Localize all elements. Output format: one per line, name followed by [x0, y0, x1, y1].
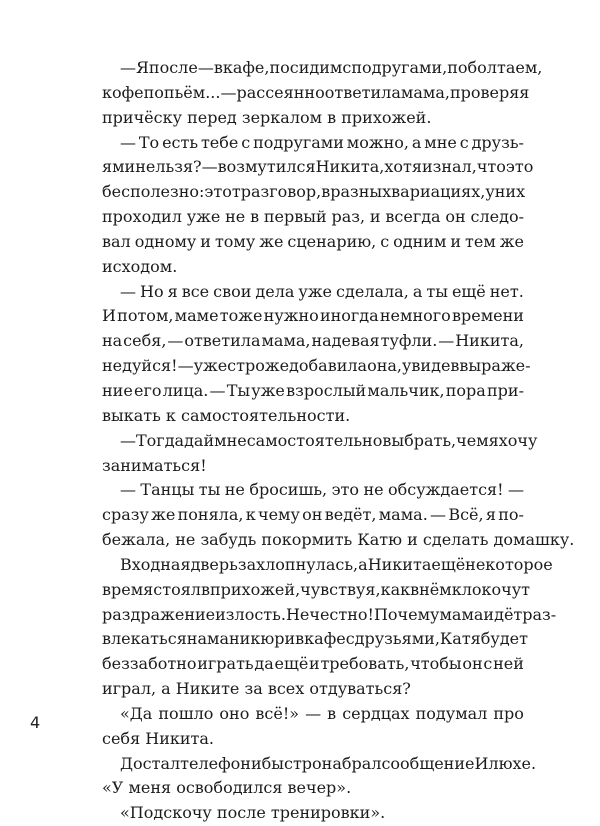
text-line: играл, а Никите за всех отдуваться? — [102, 679, 411, 699]
paragraph — [102, 702, 524, 752]
text-line: — Я после — в кафе, посидим с подругами, поболтаем, — [120, 58, 543, 77]
text-line: ями нельзя? — возмутился Никита, хотя и знал, что это — [102, 157, 534, 177]
paragraph — [102, 56, 543, 131]
text-line: проходил уже не в первый раз, и всегда он следо- — [102, 207, 524, 227]
text-line: кофе попьём... — рассеянно ответила мама, проверяя — [102, 82, 530, 102]
paragraph — [102, 478, 575, 553]
text-line: раздражение и злость. Нечестно! Почему мама идёт раз- — [102, 604, 557, 624]
text-line: бежала, не забудь покормить Катю и сделать домашку. — [102, 530, 575, 550]
text-line: Входная дверь захлопнулась, а Никита ещё некоторое — [120, 554, 553, 574]
page-text — [102, 56, 575, 826]
text-line: «У меня освободился вечер». — [102, 778, 352, 798]
text-line: Достал телефон и быстро набрал сообщение Илюхе. — [120, 753, 537, 773]
text-line: время стоял в прихожей, чувствуя, как в нём клокочут — [102, 579, 530, 599]
text-line: на себя, — ответила мама, надевая туфли. — Никита, — [102, 331, 524, 351]
paragraph — [102, 752, 537, 802]
paragraph — [102, 553, 557, 702]
text-line: бесполезно: этот разговор, в разных вариациях, у них — [102, 182, 526, 202]
text-line: вал одному и тому же сценарию, с одним и тем же — [102, 231, 524, 251]
text-line: заниматься! — [102, 455, 207, 475]
paragraph — [102, 280, 531, 429]
text-line: беззаботно играть да ещё и требовать, чтобы он с ней — [102, 654, 524, 674]
text-line: И потом, маме тоже нужно иногда немного времени — [102, 306, 524, 326]
text-line: ние его лица. — Ты уже взрослый мальчик, пора при- — [102, 380, 524, 400]
text-line: «Подскочу после тренировки». — [120, 803, 386, 823]
text-line: исходом. — [102, 256, 178, 276]
text-line: — Но я все свои дела уже сделала, а ты ещё нет. — [120, 281, 524, 301]
text-line: «Да пошло оно всё!» — в сердцах подумал про — [120, 703, 524, 723]
text-line: — Тогда дай мне самостоятельно выбрать, чем я хочу — [120, 430, 538, 450]
paragraph — [102, 131, 534, 280]
paragraph — [102, 429, 538, 479]
text-line: выкать к самостоятельности. — [102, 405, 351, 425]
text-line: причёску перед зеркалом в прихожей. — [102, 107, 432, 127]
text-line: себя Никита. — [102, 728, 214, 748]
page-number: 4 — [30, 713, 41, 732]
text-line: влекаться на маникюр и в кафе с друзьями, Катя будет — [102, 629, 528, 649]
text-line: — То есть тебе с подругами можно, а мне с друзь- — [120, 132, 524, 152]
text-line: не дуйся! — уже строже добавила она, увидев выраже- — [102, 356, 531, 376]
paragraph — [102, 801, 524, 826]
text-line: сразу же поняла, к чему он ведёт, мама. — Всё, я по- — [102, 505, 524, 525]
text-line: — Танцы ты не бросишь, это не обсуждается! — — [120, 480, 524, 500]
